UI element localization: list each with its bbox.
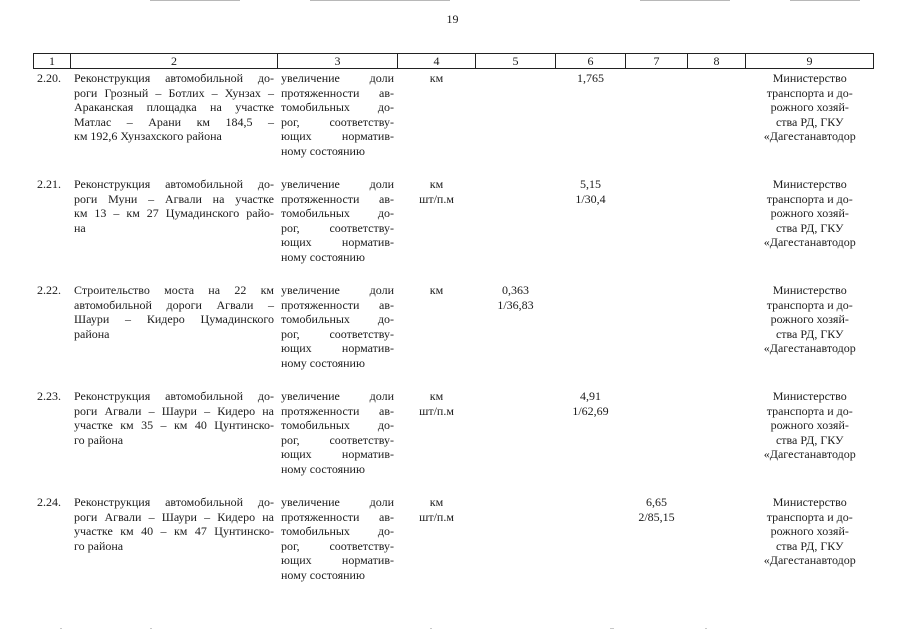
unit-cell	[398, 281, 476, 387]
cell-text-line: транспорта и до-	[766, 85, 853, 100]
value-col6-cell	[556, 175, 626, 281]
cell-text-line: увеличение доли	[281, 177, 394, 191]
cell-text-line: 1/30,4	[575, 191, 606, 206]
cell-text-line: Реконструкция автомобильной до-	[74, 71, 274, 85]
object-name-cell	[71, 175, 278, 281]
cell-text-line: км 13 – км 27 Цумадинского райо-	[74, 206, 274, 221]
cell-text-line: рог, соответству-	[281, 432, 394, 447]
cell-text-line: Строительство моста на 22 км	[74, 283, 274, 297]
value-col5-cell	[476, 281, 556, 387]
value-col6-cell	[556, 493, 626, 599]
value-col6-cell	[556, 387, 626, 493]
cell-text-line: рог, соответству-	[281, 538, 394, 553]
column-number: 3	[278, 54, 398, 69]
cell-text-line: транспорта и до-	[766, 191, 853, 206]
scan-edge-mark	[705, 628, 707, 629]
scan-edge-mark	[640, 0, 730, 1]
cell-text-line: 1/36,83	[497, 297, 534, 312]
cell-text-line: «Дагестанавтодор	[763, 553, 856, 568]
table-row	[34, 493, 874, 599]
value-col5-cell	[476, 493, 556, 599]
cell-text-line: ющих норматив-	[281, 235, 394, 250]
value-col7-cell	[626, 281, 688, 387]
cell-text-line: томобильных до-	[281, 312, 394, 327]
value-col8-cell	[688, 493, 746, 599]
cell-text-line: ства РД, ГКУ	[775, 538, 844, 553]
cell-text-line: протяженности ав-	[281, 509, 394, 524]
cell-text-line: протяженности ав-	[281, 191, 394, 206]
cell-text-line: «Дагестанавтодор	[763, 129, 856, 144]
scan-edge-mark	[150, 628, 152, 629]
row-number: 2.20.	[37, 71, 61, 85]
column-number: 4	[398, 54, 476, 69]
cell-text-line: протяженности ав-	[281, 297, 394, 312]
cell-text-line: протяженности ав-	[281, 403, 394, 418]
executor-cell	[746, 175, 874, 281]
roads-program-table	[33, 53, 874, 599]
scan-edge-mark	[430, 628, 432, 629]
cell-text-line: ства РД, ГКУ	[775, 114, 844, 129]
cell-text-line: томобильных до-	[281, 206, 394, 221]
cell-text-line: 1/62,69	[572, 403, 609, 418]
cell-text-line: ному состоянию	[281, 355, 365, 370]
cell-text-line: ному состоянию	[281, 461, 365, 476]
cell-text-line: ства РД, ГКУ	[775, 432, 844, 447]
cell-text-line: на	[74, 220, 86, 235]
table-row	[34, 175, 874, 281]
cell-text-line: роги Агвали – Шаури – Кидеро на	[74, 509, 274, 524]
row-number: 2.21.	[37, 177, 61, 191]
value-col7-cell	[626, 493, 688, 599]
scan-edge-mark	[150, 0, 240, 1]
cell-text-line: рожного хозяй-	[770, 206, 849, 221]
cell-text-line: увеличение доли	[281, 389, 394, 403]
cell-text-line: км	[429, 389, 444, 403]
measure-cell	[278, 387, 398, 493]
cell-text-line: ющих норматив-	[281, 447, 394, 462]
cell-text-line: Араканская площадка на участке	[74, 100, 274, 115]
cell-text-line: км	[429, 495, 444, 509]
executor-cell	[746, 493, 874, 599]
object-name-cell	[71, 387, 278, 493]
cell-text-line: Шаури – Кидеро Цумадинского	[74, 312, 274, 327]
cell-text-line: участке км 35 – км 40 Цунтинско-	[74, 418, 274, 433]
cell-text-line: Министерство	[772, 177, 847, 191]
cell-text-line: Реконструкция автомобильной до-	[74, 389, 274, 403]
column-number: 2	[71, 54, 278, 69]
table-row	[34, 387, 874, 493]
row-number: 2.24.	[37, 495, 61, 509]
cell-text-line: го района	[74, 538, 124, 553]
cell-text-line: км 192,6 Хунзахского района	[74, 129, 222, 144]
column-number: 6	[556, 54, 626, 69]
cell-text-line: протяженности ав-	[281, 85, 394, 100]
cell-text-line: ному состоянию	[281, 567, 365, 582]
measure-cell	[278, 281, 398, 387]
cell-text-line: «Дагестанавтодор	[763, 235, 856, 250]
column-number: 9	[746, 54, 874, 69]
cell-text-line: 0,363	[502, 283, 529, 297]
column-number: 8	[688, 54, 746, 69]
cell-text-line: 5,15	[580, 177, 601, 191]
cell-text-line: «Дагестанавтодор	[763, 447, 856, 462]
value-col8-cell	[688, 175, 746, 281]
cell-text-line: томобильных до-	[281, 524, 394, 539]
cell-text-line: км	[429, 283, 444, 297]
column-number: 7	[626, 54, 688, 69]
cell-text-line: рожного хозяй-	[770, 418, 849, 433]
page-number: 19	[446, 12, 459, 26]
cell-text-line: 4,91	[580, 389, 601, 403]
cell-text-line: транспорта и до-	[766, 403, 853, 418]
value-col7-cell	[626, 387, 688, 493]
object-name-cell	[71, 493, 278, 599]
executor-cell	[746, 281, 874, 387]
executor-cell	[746, 69, 874, 176]
object-name-cell	[71, 281, 278, 387]
cell-text-line: шт/п.м	[419, 191, 454, 206]
value-col5-cell	[476, 175, 556, 281]
cell-text-line: ства РД, ГКУ	[775, 220, 844, 235]
unit-cell	[398, 387, 476, 493]
cell-text-line: рожного хозяй-	[770, 524, 849, 539]
cell-text-line: томобильных до-	[281, 100, 394, 115]
measure-cell	[278, 493, 398, 599]
value-col8-cell	[688, 387, 746, 493]
cell-text-line: «Дагестанавтодор	[763, 341, 856, 356]
table-body	[34, 69, 874, 600]
cell-text-line: 6,65	[646, 495, 667, 509]
value-col5-cell	[476, 387, 556, 493]
cell-text-line: рог, соответству-	[281, 114, 394, 129]
cell-text-line: ному состоянию	[281, 143, 365, 158]
value-col8-cell	[688, 281, 746, 387]
cell-text-line: роги Агвали – Шаури – Кидеро на	[74, 403, 274, 418]
cell-text-line: км	[429, 71, 444, 85]
column-number: 5	[476, 54, 556, 69]
cell-text-line: рог, соответству-	[281, 220, 394, 235]
value-col5-cell	[476, 69, 556, 176]
cell-text-line: увеличение доли	[281, 71, 394, 85]
scan-edge-mark	[60, 628, 62, 629]
object-name-cell	[71, 69, 278, 176]
unit-cell	[398, 69, 476, 176]
cell-text-line: ющих норматив-	[281, 553, 394, 568]
unit-cell	[398, 493, 476, 599]
value-col8-cell	[688, 69, 746, 176]
cell-text-line: роги Грозный – Ботлих – Хунзах –	[74, 85, 274, 100]
cell-text-line: транспорта и до-	[766, 297, 853, 312]
cell-text-line: Министерство	[772, 495, 847, 509]
column-number-row	[34, 54, 874, 69]
cell-text-line: шт/п.м	[419, 403, 454, 418]
scan-edge-mark	[310, 0, 450, 1]
measure-cell	[278, 69, 398, 176]
value-col6-cell	[556, 69, 626, 176]
executor-cell	[746, 387, 874, 493]
cell-text-line: района	[74, 326, 110, 341]
cell-text-line: роги Муни – Агвали на участке	[74, 191, 274, 206]
cell-text-line: Министерство	[772, 389, 847, 403]
cell-text-line: Реконструкция автомобильной до-	[74, 495, 274, 509]
row-number: 2.22.	[37, 283, 61, 297]
value-col7-cell	[626, 69, 688, 176]
cell-text-line: рожного хозяй-	[770, 312, 849, 327]
cell-text-line: км	[429, 177, 444, 191]
cell-text-line: Министерство	[772, 283, 847, 297]
unit-cell	[398, 175, 476, 281]
scan-edge-mark	[790, 0, 860, 1]
column-number: 1	[34, 54, 71, 69]
cell-text-line: томобильных до-	[281, 418, 394, 433]
cell-text-line: увеличение доли	[281, 283, 394, 297]
table-row	[34, 69, 874, 176]
cell-text-line: Министерство	[772, 71, 847, 85]
cell-text-line: транспорта и до-	[766, 509, 853, 524]
row-number: 2.23.	[37, 389, 61, 403]
cell-text-line: Реконструкция автомобильной до-	[74, 177, 274, 191]
cell-text-line: 1,765	[577, 71, 604, 85]
cell-text-line: ства РД, ГКУ	[775, 326, 844, 341]
value-col6-cell	[556, 281, 626, 387]
table-row	[34, 281, 874, 387]
cell-text-line: шт/п.м	[419, 509, 454, 524]
cell-text-line: ному состоянию	[281, 249, 365, 264]
cell-text-line: 2/85,15	[638, 509, 675, 524]
cell-text-line: го района	[74, 432, 124, 447]
cell-text-line: ющих норматив-	[281, 129, 394, 144]
cell-text-line: рожного хозяй-	[770, 100, 849, 115]
scan-edge-mark	[610, 628, 614, 629]
cell-text-line: Матлас – Арани км 184,5 –	[74, 114, 274, 129]
cell-text-line: автомобильной дороги Агвали –	[74, 297, 274, 312]
cell-text-line: участке км 40 – км 47 Цунтинско-	[74, 524, 274, 539]
cell-text-line: ющих норматив-	[281, 341, 394, 356]
cell-text-line: увеличение доли	[281, 495, 394, 509]
cell-text-line: рог, соответству-	[281, 326, 394, 341]
measure-cell	[278, 175, 398, 281]
value-col7-cell	[626, 175, 688, 281]
